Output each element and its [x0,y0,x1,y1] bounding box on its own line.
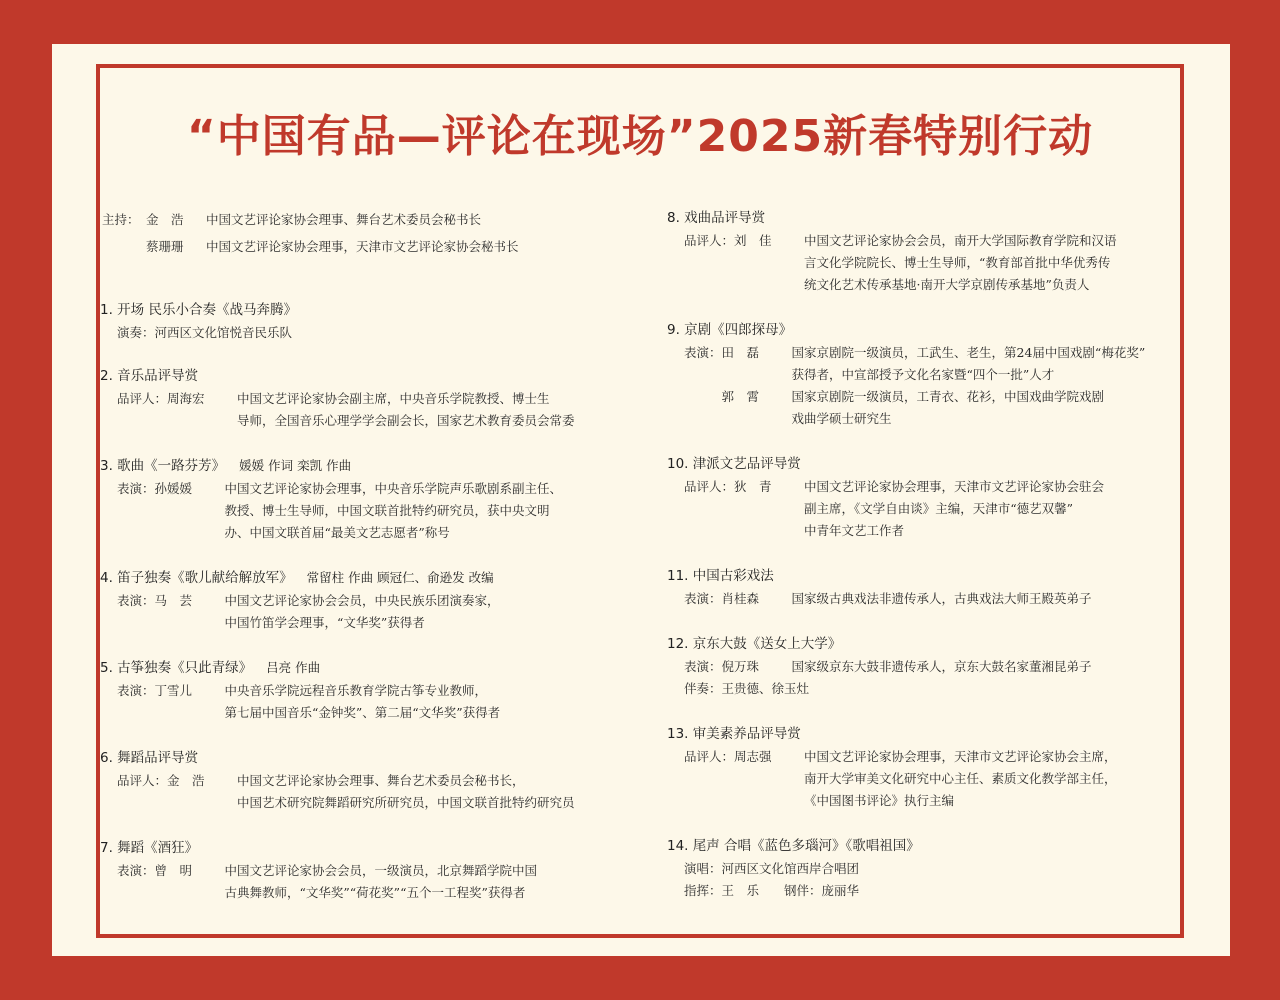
program-item-name: 5. 古筝独奏《只此青绿》 [100,660,253,676]
performer-name: 倪万珠 [721,659,760,674]
performer-desc-line: 王 乐 钢伴：庞丽华 [721,883,860,898]
performer-row [100,680,640,724]
performer-desc-line: 副主席，《文学自由谈》主编，天津市“德艺双馨” [804,501,1074,516]
performer-desc-line: 国家级京东大鼓非遗传承人，京东大鼓名家董湘昆弟子 [791,659,1092,674]
performer-name: 肖桂森 [721,591,760,606]
performer-desc-line: 河西区文化馆悦音民乐队 [154,325,293,340]
program-item-credit: 吕亮 作曲 [266,660,321,675]
program-item-title [667,834,1207,858]
performer-name: 金 浩 [167,773,205,788]
program-item [667,564,1207,610]
performer-name: 曾 明 [154,863,193,878]
performer-desc [225,478,640,544]
performer-row [100,860,640,904]
performer-desc-line: 中国艺术研究院舞蹈研究所研究员，中国文联首批特约研究员 [237,795,575,810]
performer-desc [804,476,1207,542]
performer-desc-line: 中国文艺评论家协会会员，一级演员，北京舞蹈学院中国 [224,863,538,878]
performer-role: 表演： [684,345,722,360]
performer-role: 品评人： [684,233,735,248]
program-item [100,298,640,344]
performer-desc-line: 国家级古典戏法非遗传承人，古典戏法大师王殿英弟子 [791,591,1092,606]
performer-desc [722,678,1207,700]
performer-desc-line: 中央音乐学院远程音乐教育学院古筝专业教师， [224,683,488,698]
program-item-title [100,746,640,770]
program-item [667,206,1207,296]
program-item-title [667,632,1207,656]
performer-desc-line: 中国文艺评论家协会副主席，中央音乐学院教授、博士生 [237,391,550,406]
host-label: 主持： [102,212,140,227]
performer-role: 演奏： [117,325,155,340]
performer-desc-line: 国家京剧院一级演员，工青衣、花衫，中国戏曲学院戏剧 [791,389,1105,404]
program-item [667,834,1207,902]
program-item-name: 14. 尾声 合唱《蓝色多瑙河》《歌唱祖国》 [667,838,920,854]
performer-desc-line: 戏曲学硕士研究生 [791,411,892,426]
program-item-title [100,364,640,388]
performer-row [667,858,1207,880]
program-item [667,632,1207,700]
performer-desc-line: 办、中国文联首届“最美文艺志愿者”称号 [224,525,450,540]
performer-desc-line: 获得者，中宣部授予文化名家暨“四个一批”人才 [791,367,1055,382]
host-name: 金 浩 [146,212,184,227]
performer-row [667,342,1207,386]
performer-role: 演唱： [684,861,722,876]
performer-row [100,478,640,544]
performer-desc-line: 中国文艺评论家协会理事、舞台艺术委员会秘书长， [237,773,525,788]
program-item-name: 12. 京东大鼓《送女上大学》 [667,636,842,652]
performer-row [667,656,1207,678]
performer-desc [225,860,640,904]
performer-desc-line: 统文化艺术传承基地·南开大学京剧传承基地”负责人 [804,277,1090,292]
performer-desc [792,386,1207,430]
program-item-title [100,566,640,590]
performer-row [667,588,1207,610]
performer-desc [792,342,1207,386]
program-right-column [667,206,1207,902]
program-item [667,722,1207,812]
program-item [100,566,640,634]
performer-role: 表演： [684,591,722,606]
performer-role: 表演： [684,659,722,674]
frame-bottom-line [140,934,1140,938]
program-item-name: 7. 舞蹈《酒狂》 [100,840,199,856]
performer-row [667,386,1207,430]
program-item-title [667,452,1207,476]
performer-name: 田 磊 [721,345,760,360]
performer-role: 品评人： [684,479,735,494]
performer-desc-line: 王贵德、徐玉灶 [721,681,810,696]
performer-desc [155,322,640,344]
program-item [667,452,1207,542]
performer-desc-line: 中国文艺评论家协会理事，天津市文艺评论家协会驻会 [804,479,1105,494]
performer-name: 马 芸 [154,593,193,608]
performer-desc-line: 教授、博士生导师，中国文联首批特约研究员，获中央文明 [224,503,550,518]
program-item-title [100,836,640,860]
performer-desc-line: 第七届中国音乐“金钟奖”、第二届“文华奖”获得者 [224,705,501,720]
performer-desc-line: 南开大学审美文化研究中心主任、素质文化教学部主任， [804,771,1117,786]
performer-name: 刘 佳 [734,233,772,248]
program-item-title [667,722,1207,746]
program-item-name: 11. 中国古彩戏法 [667,568,774,584]
performer-name: 郭 霄 [721,389,760,404]
performer-role: 表演： [117,683,155,698]
program-item [100,836,640,904]
program-item-title [667,318,1207,342]
performer-desc-line: 国家京剧院一级演员，工武生、老生，第24届中国戏剧“梅花奖” [791,345,1146,360]
host-name: 蔡珊珊 [146,239,184,254]
performer-row [100,770,640,814]
performer-desc [237,388,640,432]
program-item [100,454,640,544]
performer-name: 孙媛媛 [154,481,193,496]
performer-role: 表演： [117,481,155,496]
frame-top-line [140,64,1140,68]
program-item-title [667,206,1207,230]
performer-desc-line: 导师，全国音乐心理学学会副会长，国家艺术教育委员会常委 [237,413,575,428]
performer-desc-line: 中国文艺评论家协会会员，南开大学国际教育学院和汉语 [804,233,1117,248]
performer-role: 品评人： [117,391,168,406]
program-item [100,656,640,724]
performer-role: 表演： [117,593,155,608]
program-item-name: 1. 开场 民乐小合奏《战马奔腾》 [100,302,297,318]
program-item-title [100,298,640,322]
performer-desc-line: 中国竹笛学会理事，“文华奖”获得者 [224,615,425,630]
performer-desc-line: 河西区文化馆西岸合唱团 [721,861,860,876]
program-item-title [100,454,640,478]
program-item-name: 8. 戏曲品评导赏 [667,210,766,226]
performer-row [667,476,1207,542]
program-item-title [667,564,1207,588]
program-item-name: 10. 津派文艺品评导赏 [667,456,801,472]
host-desc: 中国文艺评论家协会理事、舞台艺术委员会秘书长 [206,212,482,227]
performer-desc-line: 言文化学院院长、博士生导师，“教育部首批中华优秀传 [804,255,1111,270]
performer-name: 狄 青 [734,479,772,494]
performer-desc [225,590,640,634]
program-item [100,746,640,814]
performer-desc-line: 中国文艺评论家协会理事，中央音乐学院声乐歌剧系副主任、 [224,481,563,496]
performer-desc-line: 中青年文艺工作者 [804,523,905,538]
program-item-title [100,656,640,680]
performer-desc [237,770,640,814]
performer-role: 表演： [117,863,155,878]
performer-desc [792,656,1207,678]
performer-role: 品评人： [117,773,168,788]
program-item-name: 13. 审美素养品评导赏 [667,726,801,742]
program-item [667,318,1207,430]
performer-role: 指挥： [684,883,722,898]
performer-name: 周志强 [734,749,772,764]
program-item-credit: 媛媛 作词 栾凯 作曲 [239,458,352,473]
program-item [100,364,640,432]
performer-role: 品评人： [684,749,735,764]
performer-row [100,590,640,634]
host-row [102,206,519,233]
program-item-name: 6. 舞蹈品评导赏 [100,750,199,766]
performer-row [667,230,1207,296]
program-item-name: 9. 京剧《四郎探母》 [667,322,793,338]
performer-row [100,388,640,432]
performer-desc [225,680,640,724]
performer-row [100,322,640,344]
performer-desc [722,880,1207,902]
performer-desc [722,858,1207,880]
performer-desc-line: 《中国图书评论》执行主编 [804,793,955,808]
program-left-column [100,298,640,904]
performer-name: 周海宏 [167,391,205,406]
performer-desc [804,746,1207,812]
program-item-credit: 常留柱 作曲 顾冠仁、俞逊发 改编 [306,570,494,585]
program-item-name: 4. 笛子独奏《歌儿献给解放军》 [100,570,293,586]
performer-desc-line: 中国文艺评论家协会会员，中央民族乐团演奏家， [224,593,500,608]
performer-row [667,746,1207,812]
performer-desc-line: 中国文艺评论家协会理事，天津市文艺评论家协会主席， [804,749,1117,764]
program-item-name: 2. 音乐品评导赏 [100,368,199,384]
performer-row [667,880,1207,902]
page-title: “中国有品—评论在现场”2025新春特别行动 [186,111,1094,162]
host-section [102,206,519,260]
performer-role: 伴奏： [684,681,722,696]
performer-name: 丁雪儿 [154,683,193,698]
performer-desc-line: 古典舞教师，“文华奖”“荷花奖”“五个一工程奖”获得者 [224,885,526,900]
host-desc: 中国文艺评论家协会理事，天津市文艺评论家协会秘书长 [206,239,519,254]
performer-desc [804,230,1207,296]
program-item-name: 3. 歌曲《一路芬芳》 [100,458,226,474]
host-row [102,233,519,260]
performer-desc [792,588,1207,610]
performer-row [667,678,1207,700]
